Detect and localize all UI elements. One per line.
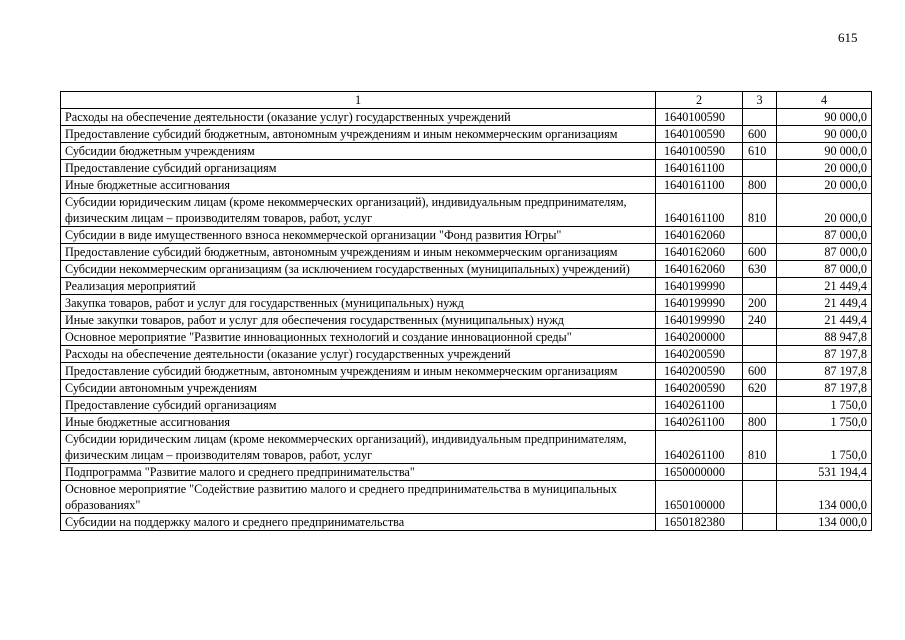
row-amount-cell: 1 750,0 — [777, 431, 872, 464]
row-amount-cell: 87 000,0 — [777, 227, 872, 244]
row-amount-cell: 1 750,0 — [777, 414, 872, 431]
row-name-cell: Субсидии юридическим лицам (кроме некоммерческих организаций), индивидуальным предпринимателям, физическим лицам – производителям товаров, работ, услуг — [61, 431, 656, 464]
row-code-cell: 1640162060 — [656, 261, 743, 278]
row-group-cell — [743, 227, 777, 244]
row-code-cell: 1640200000 — [656, 329, 743, 346]
row-code-cell: 1640200590 — [656, 363, 743, 380]
row-group-cell: 810 — [743, 194, 777, 227]
row-amount-cell: 1 750,0 — [777, 397, 872, 414]
row-amount-cell: 90 000,0 — [777, 109, 872, 126]
row-code-cell: 1640100590 — [656, 109, 743, 126]
table-row — [61, 363, 872, 380]
row-code-cell: 1640200590 — [656, 346, 743, 363]
row-group-cell: 800 — [743, 177, 777, 194]
row-group-cell: 600 — [743, 126, 777, 143]
table-row — [61, 126, 872, 143]
row-code-cell: 1650100000 — [656, 481, 743, 514]
table-row — [61, 380, 872, 397]
table-row — [61, 177, 872, 194]
header-cell-name: 1 — [61, 92, 656, 109]
row-code-cell: 1640162060 — [656, 227, 743, 244]
table-row — [61, 431, 872, 464]
row-name-cell: Предоставление субсидий бюджетным, автономным учреждениям и иным некоммерческим организациям — [61, 363, 656, 380]
row-code-cell: 1640100590 — [656, 126, 743, 143]
row-amount-cell: 87 197,8 — [777, 380, 872, 397]
row-code-cell: 1640162060 — [656, 244, 743, 261]
row-name-cell: Подпрограмма "Развитие малого и среднего предпринимательства" — [61, 464, 656, 481]
row-amount-cell: 90 000,0 — [777, 143, 872, 160]
row-code-cell: 1640100590 — [656, 143, 743, 160]
row-group-cell: 630 — [743, 261, 777, 278]
row-group-cell: 620 — [743, 380, 777, 397]
row-group-cell — [743, 278, 777, 295]
row-amount-cell: 90 000,0 — [777, 126, 872, 143]
table-row — [61, 143, 872, 160]
row-code-cell: 1640261100 — [656, 414, 743, 431]
table-row — [61, 278, 872, 295]
row-name-cell: Иные бюджетные ассигнования — [61, 177, 656, 194]
row-group-cell — [743, 346, 777, 363]
row-name-cell: Иные закупки товаров, работ и услуг для обеспечения государственных (муниципальных) нужд — [61, 312, 656, 329]
table-row — [61, 227, 872, 244]
row-group-cell: 810 — [743, 431, 777, 464]
table-row — [61, 160, 872, 177]
row-group-cell — [743, 109, 777, 126]
budget-table-body — [61, 92, 872, 531]
row-name-cell: Субсидии в виде имущественного взноса некоммерческой организации "Фонд развития Югры" — [61, 227, 656, 244]
table-row — [61, 397, 872, 414]
row-group-cell: 800 — [743, 414, 777, 431]
table-row — [61, 295, 872, 312]
row-code-cell: 1650000000 — [656, 464, 743, 481]
row-group-cell — [743, 329, 777, 346]
row-group-cell — [743, 160, 777, 177]
row-group-cell: 600 — [743, 363, 777, 380]
row-code-cell: 1640161100 — [656, 177, 743, 194]
row-name-cell: Предоставление субсидий бюджетным, автономным учреждениям и иным некоммерческим организациям — [61, 244, 656, 261]
row-code-cell: 1640199990 — [656, 312, 743, 329]
budget-table — [60, 91, 872, 531]
row-amount-cell: 21 449,4 — [777, 295, 872, 312]
row-code-cell: 1640199990 — [656, 295, 743, 312]
row-code-cell: 1640261100 — [656, 431, 743, 464]
row-code-cell: 1640200590 — [656, 380, 743, 397]
row-code-cell: 1640161100 — [656, 160, 743, 177]
row-amount-cell: 21 449,4 — [777, 278, 872, 295]
row-group-cell: 240 — [743, 312, 777, 329]
row-group-cell — [743, 464, 777, 481]
row-amount-cell: 134 000,0 — [777, 514, 872, 531]
table-row — [61, 481, 872, 514]
table-row — [61, 346, 872, 363]
header-cell-code: 2 — [656, 92, 743, 109]
row-name-cell: Субсидии некоммерческим организациям (за исключением государственных (муниципальных) учреждений) — [61, 261, 656, 278]
row-amount-cell: 87 000,0 — [777, 244, 872, 261]
row-amount-cell: 88 947,8 — [777, 329, 872, 346]
row-name-cell: Предоставление субсидий бюджетным, автономным учреждениям и иным некоммерческим организациям — [61, 126, 656, 143]
row-name-cell: Основное мероприятие "Содействие развитию малого и среднего предпринимательства в муниципальных образованиях" — [61, 481, 656, 514]
row-group-cell: 200 — [743, 295, 777, 312]
header-cell-group: 3 — [743, 92, 777, 109]
row-amount-cell: 20 000,0 — [777, 194, 872, 227]
row-code-cell: 1650182380 — [656, 514, 743, 531]
row-code-cell: 1640199990 — [656, 278, 743, 295]
table-row — [61, 464, 872, 481]
table-row — [61, 312, 872, 329]
row-code-cell: 1640261100 — [656, 397, 743, 414]
table-row — [61, 514, 872, 531]
row-name-cell: Иные бюджетные ассигнования — [61, 414, 656, 431]
row-name-cell: Субсидии бюджетным учреждениям — [61, 143, 656, 160]
row-code-cell: 1640161100 — [656, 194, 743, 227]
table-row — [61, 109, 872, 126]
row-name-cell: Предоставление субсидий организациям — [61, 160, 656, 177]
row-name-cell: Субсидии юридическим лицам (кроме некоммерческих организаций), индивидуальным предпринимателям, физическим лицам – производителям товаров, работ, услуг — [61, 194, 656, 227]
row-amount-cell: 134 000,0 — [777, 481, 872, 514]
row-amount-cell: 20 000,0 — [777, 160, 872, 177]
table-row — [61, 194, 872, 227]
row-name-cell: Субсидии на поддержку малого и среднего предпринимательства — [61, 514, 656, 531]
row-amount-cell: 21 449,4 — [777, 312, 872, 329]
row-name-cell: Закупка товаров, работ и услуг для государственных (муниципальных) нужд — [61, 295, 656, 312]
row-amount-cell: 20 000,0 — [777, 177, 872, 194]
row-name-cell: Предоставление субсидий организациям — [61, 397, 656, 414]
row-amount-cell: 531 194,4 — [777, 464, 872, 481]
table-row — [61, 244, 872, 261]
page-number: 615 — [838, 30, 858, 45]
row-group-cell — [743, 514, 777, 531]
row-name-cell: Основное мероприятие "Развитие инновационных технологий и создание инновационной среды" — [61, 329, 656, 346]
row-amount-cell: 87 197,8 — [777, 346, 872, 363]
row-name-cell: Расходы на обеспечение деятельности (оказание услуг) государственных учреждений — [61, 346, 656, 363]
header-row — [61, 92, 872, 109]
row-amount-cell: 87 000,0 — [777, 261, 872, 278]
table-row — [61, 261, 872, 278]
row-group-cell — [743, 397, 777, 414]
row-name-cell: Реализация мероприятий — [61, 278, 656, 295]
row-group-cell: 600 — [743, 244, 777, 261]
row-amount-cell: 87 197,8 — [777, 363, 872, 380]
table-row — [61, 414, 872, 431]
row-group-cell — [743, 481, 777, 514]
row-name-cell: Расходы на обеспечение деятельности (оказание услуг) государственных учреждений — [61, 109, 656, 126]
row-group-cell: 610 — [743, 143, 777, 160]
table-row — [61, 329, 872, 346]
row-name-cell: Субсидии автономным учреждениям — [61, 380, 656, 397]
header-cell-amount: 4 — [777, 92, 872, 109]
